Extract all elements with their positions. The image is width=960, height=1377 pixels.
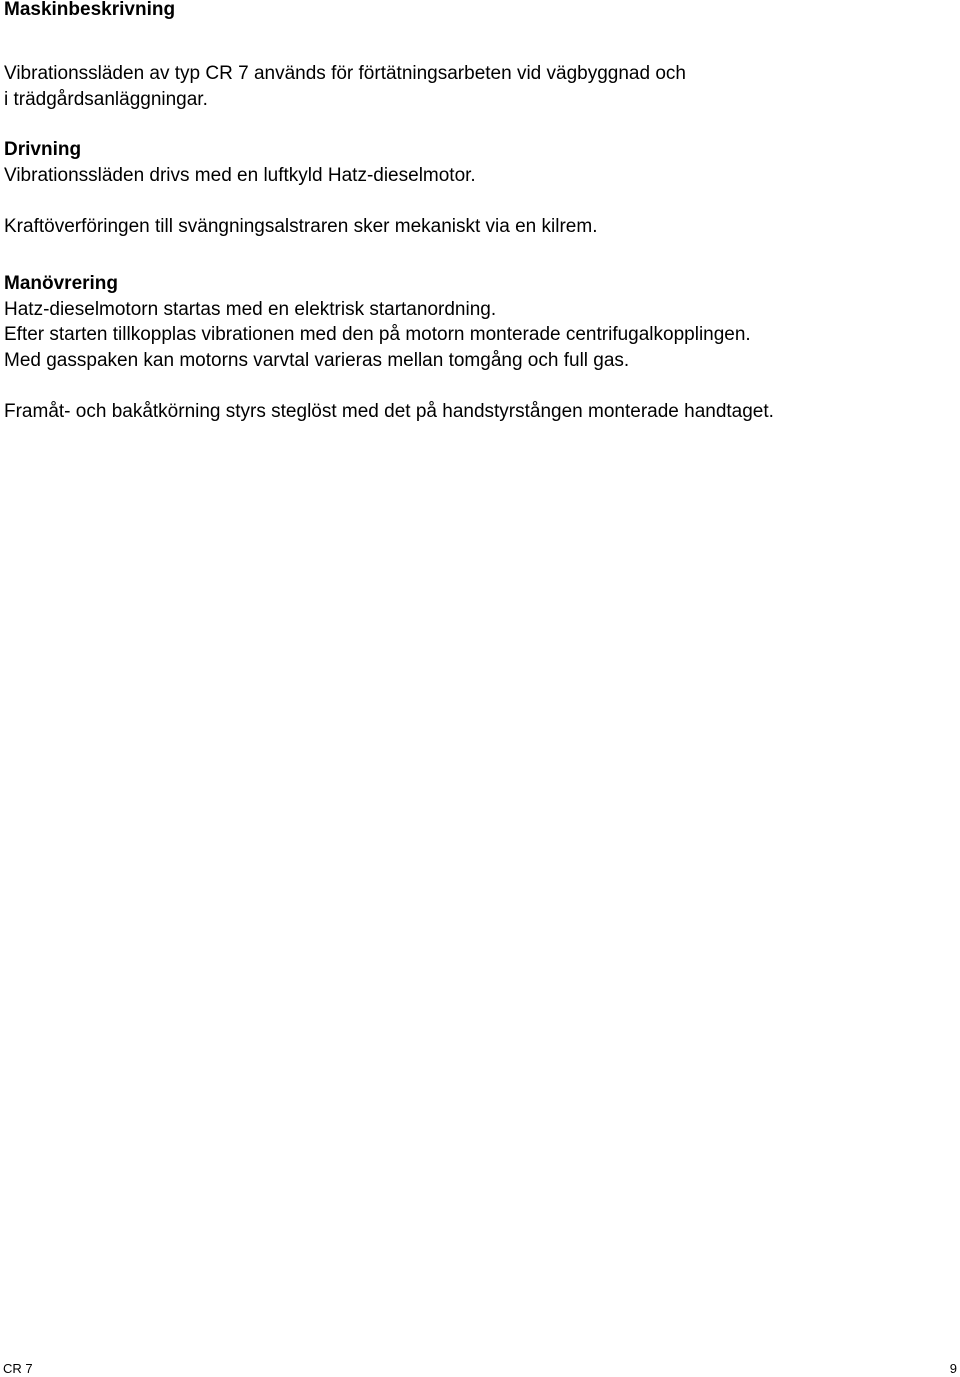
section-kraftoverforing <box>4 214 597 240</box>
intro-paragraph <box>4 61 686 112</box>
section-drivning <box>4 137 476 188</box>
footer-model: CR 7 <box>3 1361 33 1376</box>
section-line: Efter starten tillkopplas vibrationen med den på motorn monterade centrifugalkopplingen. <box>4 324 751 345</box>
section-korning <box>4 399 774 425</box>
section-heading-drivning: Drivning <box>4 139 82 160</box>
section-line: Kraftöverföringen till svängningsalstraren sker mekaniskt via en kilrem. <box>4 216 598 237</box>
section-line: Framåt- och bakåtkörning styrs steglöst med det på handstyrstången monterade handtaget. <box>4 401 774 422</box>
footer-page-number: 9 <box>949 1361 957 1376</box>
section-line: Med gasspaken kan motorns varvtal varieras mellan tomgång och full gas. <box>4 349 630 371</box>
page-title: Maskinbeskrivning <box>4 0 176 20</box>
section-heading-manovrering: Manövrering <box>4 273 119 294</box>
section-line: Hatz-dieselmotorn startas med en elektrisk startanordning. <box>4 298 497 320</box>
intro-line: i trädgårdsanläggningar. <box>4 88 208 110</box>
section-manovrering <box>4 271 751 373</box>
intro-line: Vibrationssläden av typ CR 7 används för förtätningsarbeten vid vägbyggnad och <box>4 63 686 84</box>
section-line: Vibrationssläden drivs med en luftkyld Hatz-dieselmotor. <box>4 164 476 186</box>
